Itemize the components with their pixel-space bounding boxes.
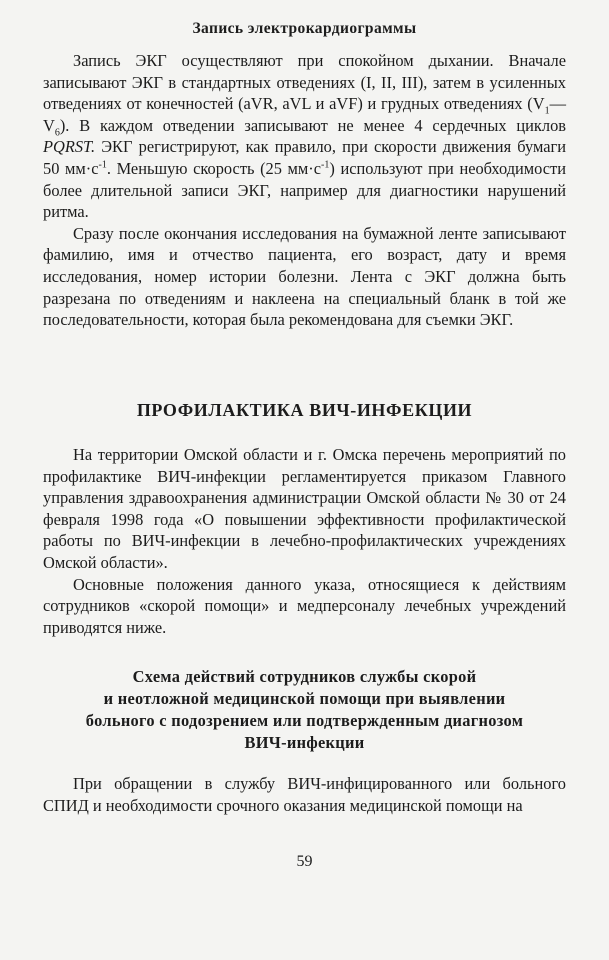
- heading-line: Схема действий сотрудников службы скорой: [132, 667, 477, 686]
- hiv-paragraph-2: Основные положения данного указа, относящиеся к действиям сотрудников «скорой помощи» и медперсоналу лечебных учреждений приводятся ниже.: [43, 574, 566, 637]
- heading-line: ВИЧ-инфекции: [244, 733, 365, 752]
- hiv-paragraph-1: На территории Омской области и г. Омска перечень мероприятий по профилактике ВИЧ-инфекции регламентируется приказом Главного управления здравоохранения администрации Омской области № 30 от 24 февраля 1998 года «О повышении эффективности профилактической работы по ВИЧ-инфекции в лечебно-профилактических учреждениях Омской области».: [43, 445, 566, 572]
- scheme-paragraph-1: При обращении в службу ВИЧ-инфицированного или больного СПИД и необходимости срочного оказания медицинской помощи на: [43, 774, 566, 815]
- heading-line: больного с подозрением или подтвержденным диагнозом: [85, 711, 524, 730]
- ecg-text-block: [43, 50, 566, 331]
- chapter-heading-hiv-prevention: ПРОФИЛАКТИКА ВИЧ-ИНФЕКЦИИ: [136, 400, 473, 420]
- hiv-text-block: [43, 444, 566, 638]
- ecg-paragraph-1: Запись ЭКГ осуществляют при спокойном дыхании. Вначале записывают ЭКГ в стандартных отведениях (I, II, III), затем в усиленных отведениях от конечностей (aVR, aVL и aVF) и грудных отведениях ($V_1—$ $V_6$). В каждом отведении записывают не менее 4 сердечных циклов PQRST. ЭКГ регистрируют, как правило, при скорости движения бумаги 50 $мм\cdot с^{-1}$. Меньшую скорость (25 $мм\cdot с^{-1}$) используют при необходимости более длительной записи ЭКГ, например для диагностики нарушений ритма.: [43, 51, 566, 222]
- section-heading-action-scheme: [43, 666, 566, 754]
- section-heading-ecg: Запись электрокардиограммы: [192, 20, 417, 37]
- scheme-text-block: [43, 773, 566, 816]
- ecg-paragraph-2: Сразу после окончания исследования на бумажной ленте записывают фамилию, имя и отчество пациента, его возраст, дату и время исследования, номер истории болезни. Лента с ЭКГ должна быть разрезана по отведениям и наклеена на специальный бланк в той же последовательности, которая была рекомендована для съемки ЭКГ.: [43, 223, 566, 330]
- page-number: 59: [296, 853, 313, 870]
- heading-line: и неотложной медицинской помощи при выявлении: [103, 689, 506, 708]
